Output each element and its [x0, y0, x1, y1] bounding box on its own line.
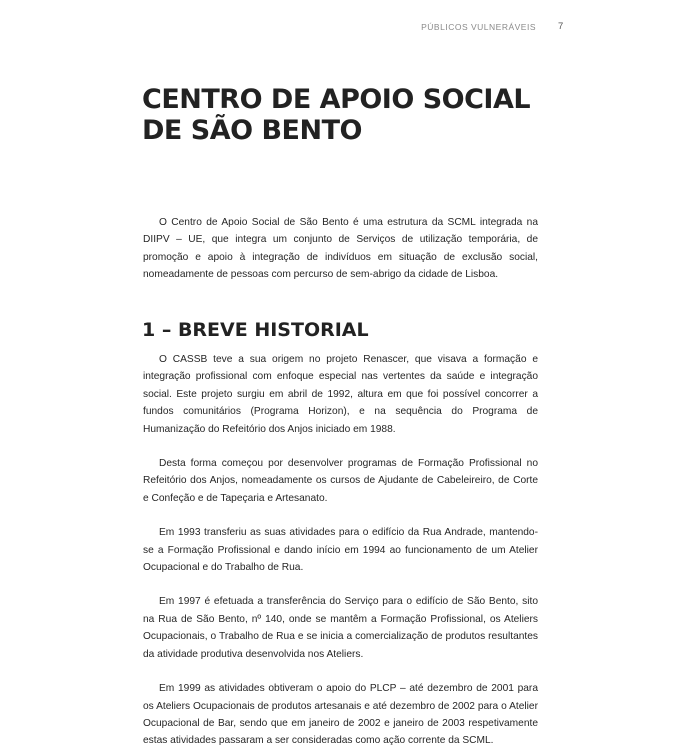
history-paragraph-3: Em 1993 transferiu as suas atividades para o edifício da Rua Andrade, mantendo-se a Formação Profissional e dando início em 1994 ao funcionamento de um Atelier Ocupacional e do Trabalho de Rua. — [143, 527, 538, 574]
history-paragraph-1: O CASSB teve a sua origem no projeto Renascer, que visava a formação e integração profissional com enfoque especial nas vertentes da saúde e integração social. Este projeto surgiu em abril de 1992, altura em que foi possível concorrer a fundos comunitários (Programa Horizon), e na sequência do Programa de Humanização do Refeitório dos Anjos iniciado em 1988. — [143, 354, 538, 435]
history-paragraph-4: Em 1997 é efetuada a transferência do Serviço para o edifício de São Bento, sito na Rua de São Bento, nº 140, onde se mantêm a Formação Profissional, os Ateliers Ocupacionais, o Trabalho de Rua e se inicia a comercialização de produtos resultantes da atividade produtiva desenvolvida nos Ateliers. — [143, 596, 538, 660]
history-paragraph-2: Desta forma começou por desenvolver programas de Formação Profissional no Refeitório dos Anjos, nomeadamente os cursos de Ajudante de Cabeleireiro, de Corte e Confeção e de Tapeçaria e Artesanato. — [143, 458, 538, 504]
intro-block — [143, 214, 538, 284]
running-title: PÚBLICOS VULNERÁVEIS — [421, 22, 536, 32]
intro-paragraph: O Centro de Apoio Social de São Bento é uma estrutura da SCML integrada na DIIPV – UE, que integra um conjunto de Serviços de utilização temporária, de promoção e apoio à integração de indivíduos em situação de exclusão social, nomeadamente de pessoas com percurso de sem-abrigo da cidade de Lisboa. — [143, 217, 538, 281]
chapter-title — [142, 84, 542, 146]
running-header — [0, 22, 680, 36]
page-number: 7 — [558, 21, 564, 32]
history-paragraph-5: Em 1999 as atividades obtiveram o apoio do PLCP – até dezembro de 2001 para os Ateliers Ocupacionais de produtos artesanais e até dezembro de 2002 para o Atelier Ocupacional de Bar, sendo que em janeiro de 2002 e janeiro de 2003 respetivamente estas atividades passaram a ser consideradas como ação corrente da SCML. — [143, 683, 538, 747]
history-block — [143, 351, 538, 750]
chapter-title-line-1: CENTRO DE APOIO SOCIAL — [142, 84, 531, 115]
section-heading: 1 – BREVE HISTORIAL — [142, 319, 369, 341]
chapter-title-line-2: DE SÃO BENTO — [142, 115, 362, 146]
